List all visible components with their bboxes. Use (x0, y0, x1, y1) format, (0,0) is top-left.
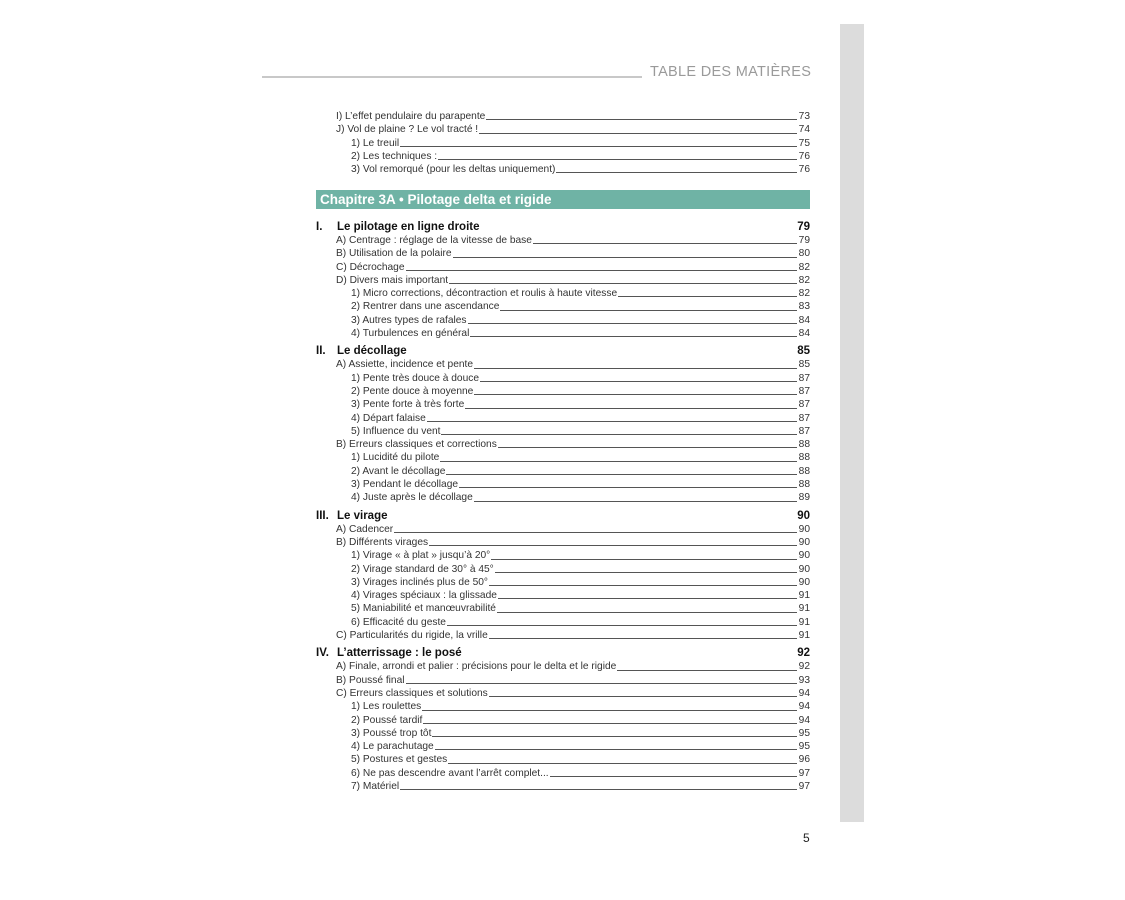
toc-entry[interactable] (316, 274, 810, 287)
toc-leader-line (427, 421, 797, 422)
toc-entry-label: I) L’effet pendulaire du parapente (336, 111, 486, 122)
toc-entry-page: 90 (798, 576, 810, 588)
toc-leader-line (479, 133, 797, 134)
toc-entry[interactable] (316, 358, 810, 371)
toc-entry-label: 4) Virages spéciaux : la glissade (351, 590, 497, 602)
toc-entry-page: 95 (798, 727, 810, 739)
toc-entry[interactable] (316, 714, 810, 727)
toc-entry[interactable] (316, 780, 810, 793)
toc-entry-page: 90 (798, 523, 810, 535)
toc-entry[interactable] (316, 700, 810, 713)
toc-entry[interactable] (316, 372, 810, 385)
toc-entry-label: B) Erreurs classiques et corrections (336, 439, 497, 451)
toc-entry-label: 4) Juste après le décollage (351, 492, 473, 504)
toc-entry-label: C) Erreurs classiques et solutions (336, 687, 488, 699)
toc-entry-page: 83 (798, 301, 810, 313)
toc-leader-line (435, 749, 797, 750)
toc-entry-page: 88 (798, 452, 810, 464)
section-page: 85 (797, 345, 810, 358)
toc-entry-page: 80 (798, 248, 810, 260)
toc-leader-line (491, 559, 796, 560)
section-title: Le pilotage en ligne droite (337, 221, 480, 233)
toc-entry-page: 91 (798, 630, 810, 642)
toc-entry-page: 87 (798, 372, 810, 384)
toc-leader-line (422, 710, 796, 711)
toc-leader-line (474, 368, 797, 369)
toc-entry[interactable] (316, 602, 810, 615)
toc-entry-label: 3) Pente forte à très forte (351, 399, 465, 411)
toc-entry[interactable] (316, 123, 810, 136)
chapter-title: Chapitre 3A • Pilotage delta et rigide (316, 190, 810, 209)
toc-entry-label: 6) Ne pas descendre avant l’arrêt complet... (351, 767, 549, 779)
toc-entry-label: 3) Autres types de rafales (351, 314, 467, 326)
toc-entry-label: 2) Pente douce à moyenne (351, 385, 474, 397)
toc-leader-line (447, 625, 797, 626)
toc-entry-page: 82 (798, 288, 810, 300)
section-title: L’atterrissage : le posé (337, 647, 462, 660)
toc-entry-label: C) Décrochage (336, 261, 405, 273)
toc-entry-label: 3) Virages inclinés plus de 50° (351, 576, 488, 588)
section-number: II. (316, 345, 326, 358)
toc-entry-label: 2) Poussé tardif (351, 714, 423, 726)
toc-leader-line (441, 434, 796, 435)
toc-leader-line (406, 270, 797, 271)
toc-entry-page: 87 (798, 385, 810, 397)
toc-entry[interactable] (316, 549, 810, 562)
toc-entry-label: 1) Pente très douce à douce (351, 372, 479, 384)
toc-entry[interactable] (316, 576, 810, 589)
toc-entry-label: 5) Influence du vent (351, 425, 441, 437)
section-page: 92 (797, 647, 810, 660)
toc-entry[interactable] (316, 438, 810, 451)
toc-entry-page: 97 (798, 767, 810, 779)
toc-entry[interactable] (316, 385, 810, 398)
toc-entry-label: A) Finale, arrondi et palier : précisions pour le delta et le rigide (336, 661, 617, 673)
toc-entry-label: 6) Efficacité du geste (351, 616, 446, 628)
toc-entry-label: D) Divers mais important (336, 274, 449, 286)
toc-leader-line (470, 336, 796, 337)
toc-leader-line (498, 447, 797, 448)
toc-leader-line (556, 172, 796, 173)
toc-leader-line (459, 487, 797, 488)
toc-leader-line (498, 598, 797, 599)
toc-leader-line (550, 776, 797, 777)
toc-entry[interactable] (316, 247, 810, 260)
toc-leader-line (495, 572, 797, 573)
toc-entry[interactable] (316, 563, 810, 576)
toc-entry[interactable] (316, 110, 810, 123)
toc-leader-line (489, 638, 797, 639)
toc-entry-label: 2) Avant le décollage (351, 465, 446, 477)
toc-entry-label: 5) Postures et gestes (351, 754, 448, 766)
toc-leader-line (486, 119, 796, 120)
toc-entry[interactable] (316, 425, 810, 438)
toc-entry-page: 95 (798, 741, 810, 753)
toc-leader-line (468, 323, 797, 324)
toc-entry[interactable] (316, 523, 810, 536)
toc-entry-page: 84 (798, 328, 810, 340)
toc-entry-label: 4) Turbulences en général (351, 328, 470, 340)
toc-entry-page: 82 (798, 274, 810, 286)
toc-entry-page: 84 (798, 314, 810, 326)
toc-entry-label: B) Poussé final (336, 674, 405, 686)
toc-entry-label: 4) Le parachutage (351, 741, 434, 753)
toc-entry-page: 87 (798, 425, 810, 437)
toc-entry-page: 76 (798, 164, 810, 176)
toc-entry-page: 74 (798, 124, 810, 136)
toc-leader-line (489, 585, 797, 586)
toc-entry-page: 88 (798, 479, 810, 491)
toc-leader-line (617, 670, 796, 671)
toc-entry[interactable] (316, 629, 810, 642)
toc-entry-page: 85 (798, 359, 810, 371)
toc-entry-label: 4) Départ falaise (351, 412, 426, 424)
running-header: TABLE DES MATIÈRES (650, 64, 812, 80)
toc-entry[interactable] (316, 314, 810, 327)
toc-entry-page: 88 (798, 465, 810, 477)
toc-entry[interactable] (316, 727, 810, 740)
toc-leader-line (394, 532, 796, 533)
toc-entry-page: 79 (798, 235, 810, 246)
toc-entry-label: C) Particularités du rigide, la vrille (336, 630, 488, 642)
toc-entry-label: B) Utilisation de la polaire (336, 248, 452, 260)
toc-entry-label: 1) Les roulettes (351, 701, 422, 713)
toc-entry-label: J) Vol de plaine ? Le vol tracté ! (336, 124, 479, 136)
toc-entry[interactable] (316, 660, 810, 673)
toc-entry[interactable] (316, 150, 810, 163)
toc-leader-line (438, 159, 797, 160)
toc-leader-line (449, 283, 797, 284)
toc-entry-page: 76 (798, 150, 810, 162)
toc-entry-page: 93 (798, 674, 810, 686)
toc-entry[interactable] (316, 536, 810, 549)
toc-entry-label: A) Assiette, incidence et pente (336, 359, 474, 371)
toc-entry-page: 87 (798, 412, 810, 424)
toc-entry-page: 75 (798, 137, 810, 149)
toc-entry-page: 97 (798, 780, 810, 792)
toc-leader-line (474, 394, 796, 395)
toc-entry-label: A) Cadencer (336, 523, 394, 535)
toc-entry-label: 1) Virage « à plat » jusqu’à 20° (351, 550, 491, 562)
toc-entry[interactable] (316, 261, 810, 274)
toc-entry[interactable] (316, 287, 810, 300)
toc-leader-line (474, 501, 797, 502)
toc-entry-label: 5) Maniabilité et manœuvrabilité (351, 603, 496, 615)
toc-entry-label: 3) Vol remorqué (pour les deltas uniquement) (351, 164, 556, 176)
toc-entry[interactable] (316, 163, 810, 176)
toc-entry-page: 73 (798, 111, 810, 122)
toc-leader-line (432, 736, 796, 737)
toc-entry-page: 82 (798, 261, 810, 273)
toc-leader-line (453, 257, 797, 258)
toc-sections (316, 216, 810, 793)
toc-leader-line (400, 789, 797, 790)
toc-entry[interactable] (316, 327, 810, 340)
toc-entry-page: 89 (798, 492, 810, 504)
toc-entry[interactable] (316, 234, 810, 247)
toc-entry[interactable] (316, 465, 810, 478)
toc-entry-label: 3) Pendant le décollage (351, 479, 459, 491)
toc-entry[interactable] (316, 674, 810, 687)
toc-entry[interactable] (316, 687, 810, 700)
section-number: IV. (316, 647, 330, 660)
toc-entry[interactable] (316, 753, 810, 766)
section-title: Le décollage (337, 345, 407, 358)
toc-entry[interactable] (316, 398, 810, 411)
section-page: 90 (797, 509, 810, 522)
toc-leader-line (618, 296, 797, 297)
toc-section-heading[interactable] (316, 344, 810, 358)
toc-section-heading[interactable] (316, 646, 810, 660)
toc-intro-list (316, 110, 810, 176)
toc-entry-page: 90 (798, 550, 810, 562)
toc-entry-label: 1) Le treuil (351, 137, 400, 149)
toc-entry[interactable] (316, 451, 810, 464)
toc-leader-line (400, 146, 797, 147)
toc-leader-line (406, 683, 797, 684)
page-number: 5 (803, 831, 810, 845)
toc-entry-label: 2) Les techniques : (351, 150, 438, 162)
toc-entry[interactable] (316, 491, 810, 504)
section-title: Le virage (337, 509, 388, 522)
toc-entry-label: 2) Rentrer dans une ascendance (351, 301, 500, 313)
toc-leader-line (423, 723, 796, 724)
toc-entry-page: 91 (798, 590, 810, 602)
toc-entry[interactable] (316, 740, 810, 753)
header-rule (262, 76, 642, 78)
toc-entry-page: 94 (798, 687, 810, 699)
toc-entry[interactable] (316, 478, 810, 491)
toc-entry[interactable] (316, 137, 810, 150)
toc-leader-line (429, 545, 797, 546)
toc-section-heading[interactable] (316, 220, 810, 234)
toc-entry[interactable] (316, 589, 810, 602)
toc-entry-page: 96 (798, 754, 810, 766)
toc-entry[interactable] (316, 616, 810, 629)
section-page: 79 (797, 221, 810, 233)
toc-entry-page: 90 (798, 536, 810, 548)
toc-entry-page: 88 (798, 439, 810, 451)
toc-leader-line (440, 461, 796, 462)
toc-entry-page: 91 (798, 603, 810, 615)
toc-leader-line (489, 696, 797, 697)
toc-entry-page: 87 (798, 399, 810, 411)
toc-entry-label: 1) Micro corrections, décontraction et roulis à haute vitesse (351, 288, 618, 300)
toc-entry-page: 90 (798, 563, 810, 575)
toc-entry-page: 94 (798, 701, 810, 713)
section-number: III. (316, 509, 329, 522)
toc-leader-line (465, 408, 796, 409)
toc-entry[interactable] (316, 300, 810, 313)
toc-entry-label: A) Centrage : réglage de la vitesse de base (336, 235, 532, 246)
toc-entry[interactable] (316, 412, 810, 425)
toc-section-heading[interactable] (316, 509, 810, 523)
toc-entry-label: 3) Poussé trop tôt (351, 727, 432, 739)
toc-entry-page: 91 (798, 616, 810, 628)
toc-leader-line (500, 310, 796, 311)
toc-leader-line (446, 474, 796, 475)
toc-leader-line (480, 381, 797, 382)
toc-entry-label: 2) Virage standard de 30° à 45° (351, 563, 494, 575)
toc-entry-label: B) Différents virages (336, 536, 429, 548)
section-number: I. (316, 221, 323, 233)
toc-leader-line (533, 243, 797, 244)
toc-leader-line (448, 763, 796, 764)
toc-entry-page: 92 (798, 661, 810, 673)
toc-entry-page: 94 (798, 714, 810, 726)
toc-leader-line (497, 612, 797, 613)
toc-entry[interactable] (316, 767, 810, 780)
toc-entry-label: 1) Lucidité du pilote (351, 452, 440, 464)
page-edge-strip (840, 24, 864, 822)
toc-entry-label: 7) Matériel (351, 780, 400, 792)
